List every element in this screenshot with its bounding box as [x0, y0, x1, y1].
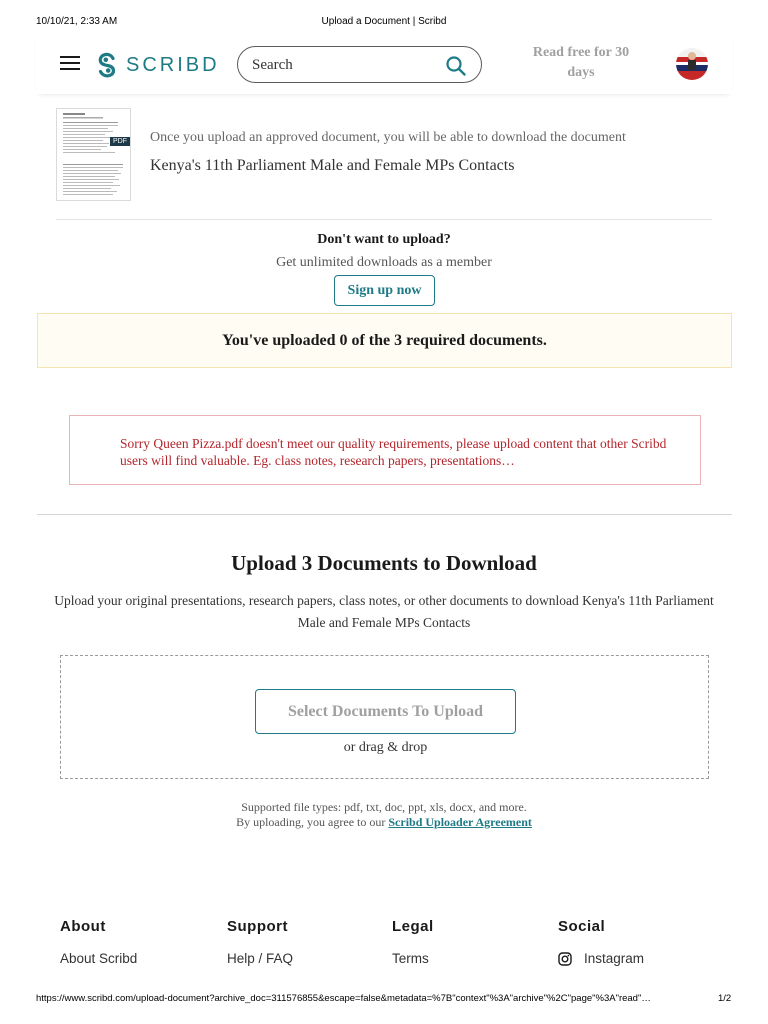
top-navigation-bar — [36, 34, 732, 94]
footer-link-about-scribd-label: About Scribd — [60, 951, 138, 966]
drag-drop-text: or drag & drop — [343, 740, 428, 755]
footer-column-about — [60, 918, 137, 966]
footer-link-terms[interactable] — [392, 951, 434, 966]
footer-column-support — [227, 918, 293, 966]
instagram-icon — [558, 952, 572, 966]
scribd-logo-icon — [96, 52, 118, 78]
footer-heading-about: About — [60, 918, 106, 935]
search-box[interactable] — [237, 46, 482, 83]
footer-column-social — [558, 918, 644, 966]
membership-question: Don't want to upload? — [317, 232, 451, 247]
logo-wordmark: SCRIBD — [126, 53, 220, 76]
membership-prompt — [0, 232, 768, 271]
document-title[interactable]: Kenya's 11th Parliament Male and Female MPs Contacts — [150, 157, 515, 174]
section-divider — [37, 514, 732, 515]
footer-link-help-faq-label: Help / FAQ — [227, 951, 294, 966]
document-info — [56, 108, 712, 220]
scribd-logo[interactable] — [96, 51, 220, 79]
footer-column-legal — [392, 918, 434, 966]
search-icon[interactable] — [445, 55, 467, 77]
error-message: Sorry Queen Pizza.pdf doesn't meet our quality requirements, please upload content that other Scribd users will find valuable. Eg. class notes, research papers, presentations… — [120, 436, 667, 468]
error-message-box — [69, 415, 701, 485]
upload-progress-notice — [37, 313, 732, 368]
pdf-badge: PDF — [110, 137, 130, 146]
print-page-number: 1/2 — [718, 993, 732, 1004]
upload-dropzone[interactable] — [60, 655, 709, 779]
upload-title: Upload 3 Documents to Download — [231, 551, 537, 575]
hamburger-menu-icon[interactable] — [60, 56, 80, 72]
sign-up-button[interactable]: Sign up now — [334, 275, 435, 306]
footer-heading-social: Social — [558, 918, 606, 935]
download-note: Once you upload an approved document, you will be able to download the document — [150, 130, 626, 145]
user-avatar[interactable] — [676, 48, 708, 80]
avatar-image-icon — [676, 48, 708, 80]
print-url: https://www.scribd.com/upload-document?archive_doc=311576855&escape=false&metadata=%7B"context"%3A"archive"%2C"page"%3A"read"… — [36, 993, 651, 1004]
print-header — [0, 16, 768, 30]
print-timestamp: 10/10/21, 2:33 AM — [36, 16, 118, 27]
select-documents-button[interactable]: Select Documents To Upload — [255, 689, 516, 734]
footer-link-about-scribd[interactable] — [60, 951, 137, 966]
document-preview-icon — [57, 109, 131, 201]
supported-file-types — [234, 800, 534, 830]
footer-link-terms-label: Terms — [392, 951, 429, 966]
search-input[interactable] — [252, 55, 432, 75]
footer-link-help-faq[interactable] — [227, 951, 293, 966]
uploader-agreement-link[interactable]: Scribd Uploader Agreement — [388, 815, 532, 829]
read-free-link[interactable]: Read free for 30 days — [532, 45, 630, 80]
document-thumbnail[interactable] — [56, 108, 131, 201]
footer-link-instagram-label: Instagram — [584, 951, 645, 966]
footer-heading-legal: Legal — [392, 918, 434, 935]
footer-link-instagram[interactable] — [558, 951, 644, 966]
membership-subtitle: Get unlimited downloads as a member — [276, 255, 492, 270]
upload-progress-message: You've uploaded 0 of the 3 required documents. — [222, 331, 547, 349]
supported-file-types-text: Supported file types: pdf, txt, doc, ppt, xls, docx, and more. By uploading, you agree to our — [236, 800, 527, 829]
upload-description: Upload your original presentations, research papers, class notes, or other documents to download Kenya's 11th Parliament Male and Female MPs Contacts — [54, 593, 714, 630]
footer-heading-support: Support — [227, 918, 288, 935]
print-page-title: Upload a Document | Scribd — [321, 16, 447, 27]
